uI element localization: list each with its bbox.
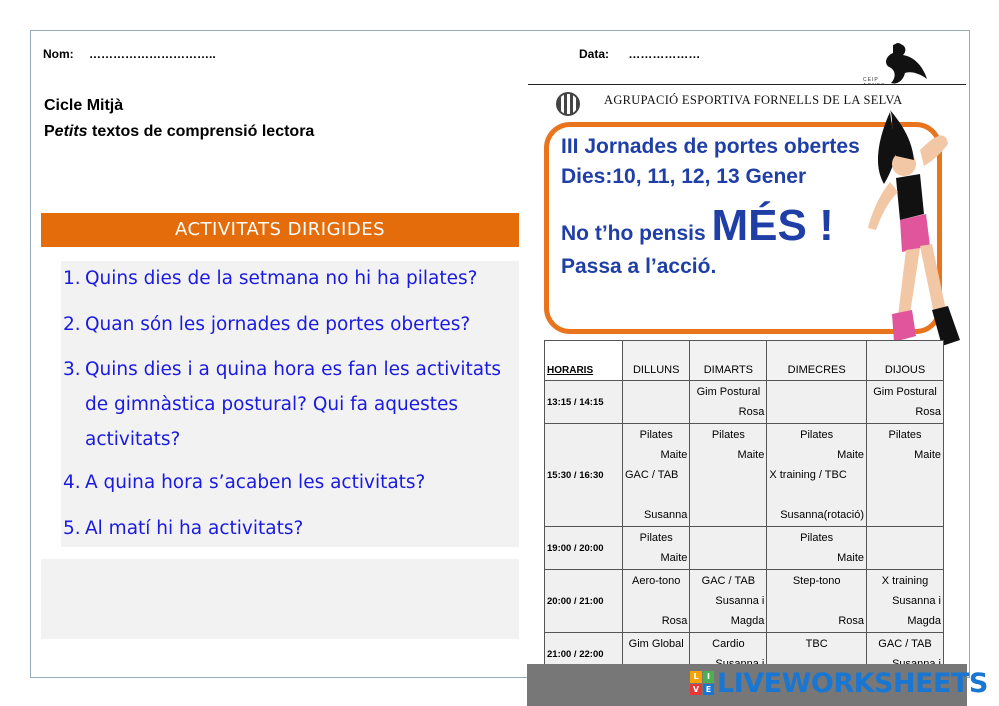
schedule-row: 13:15 / 14:15 Gim Postural Rosa Gim Postural Rosa — [545, 381, 944, 424]
name-field — [43, 47, 216, 61]
schedule-header-horaris: HORARIS — [545, 341, 623, 381]
name-blank[interactable]: ………………………….. — [89, 47, 216, 61]
schedule-row: 20:00 / 21:00 Aero-tono Rosa GAC / TAB Susanna i Magda Step-tono Rosa X training Susanna i Magda — [545, 570, 944, 633]
liveworksheets-logo — [690, 665, 988, 701]
liveworksheets-wordmark: LIVEWORKSHEETS — [717, 667, 988, 699]
schedule-header-dilluns: DILLUNS — [623, 341, 690, 381]
school-logo-text: CEIP — [863, 77, 879, 83]
promo-line-4: Passa a l’acció. — [561, 255, 717, 278]
questions-box — [61, 261, 519, 547]
schedule-header-dijous: DIJOUS — [867, 341, 944, 381]
club-crest-icon — [556, 92, 580, 116]
schedule-row: 19:00 / 20:00 Pilates Maite Pilates Maite — [545, 527, 944, 570]
schedule-table — [544, 340, 944, 676]
date-field — [579, 47, 700, 61]
answer-box[interactable] — [41, 559, 519, 639]
title-line-1: Cicle Mitjà — [44, 97, 124, 114]
promo-line-2: Dies:10, 11, 12, 13 Gener — [561, 165, 807, 188]
promo-line-1: III Jornades de portes obertes — [561, 135, 860, 158]
schedule-header-dimarts: DIMARTS — [690, 341, 767, 381]
school-logo — [863, 41, 933, 87]
question-2: 2. Quan són les jornades de portes obertes? — [63, 314, 471, 335]
sports-flyer — [528, 84, 966, 684]
schedule-header-dimecres: DIMECRES — [767, 341, 867, 381]
schedule-row: 21:00 / 22:00 Gim Global Cardio TBC GAC / TAB — [545, 633, 944, 676]
promo-line-3: No t’ho pensis MÉS ! — [561, 201, 834, 250]
title-line-2: Petits textos de comprensió lectora — [44, 123, 315, 140]
liveworksheets-cube-icon: L I V E — [690, 671, 714, 695]
name-label: Nom: — [43, 47, 74, 61]
date-label: Data: — [579, 47, 610, 61]
question-5: 5. Al matí hi ha activitats? — [63, 518, 304, 539]
schedule-row: 15:30 / 16:30 Pilates Maite GAC / TAB Susanna Pilates Maite Pilates Maite X training / TBC Susanna(rotació) Pilates Maite — [545, 424, 944, 527]
section-bar: ACTIVITATS DIRIGIDES — [41, 213, 519, 247]
club-name: AGRUPACIÓ ESPORTIVA FORNELLS DE LA SELVA — [604, 93, 903, 107]
question-3: 3. Quins dies i a quina hora es fan les activitats de gimnàstica postural? Qui fa aquestes activitats? — [63, 359, 501, 450]
date-blank[interactable]: ……………… — [628, 47, 701, 61]
page-title — [44, 93, 314, 145]
question-4: 4. A quina hora s’acaben les activitats? — [63, 472, 426, 493]
jumping-woman-illustration — [850, 104, 966, 366]
question-1: 1. Quins dies de la setmana no hi ha pilates? — [63, 268, 478, 289]
